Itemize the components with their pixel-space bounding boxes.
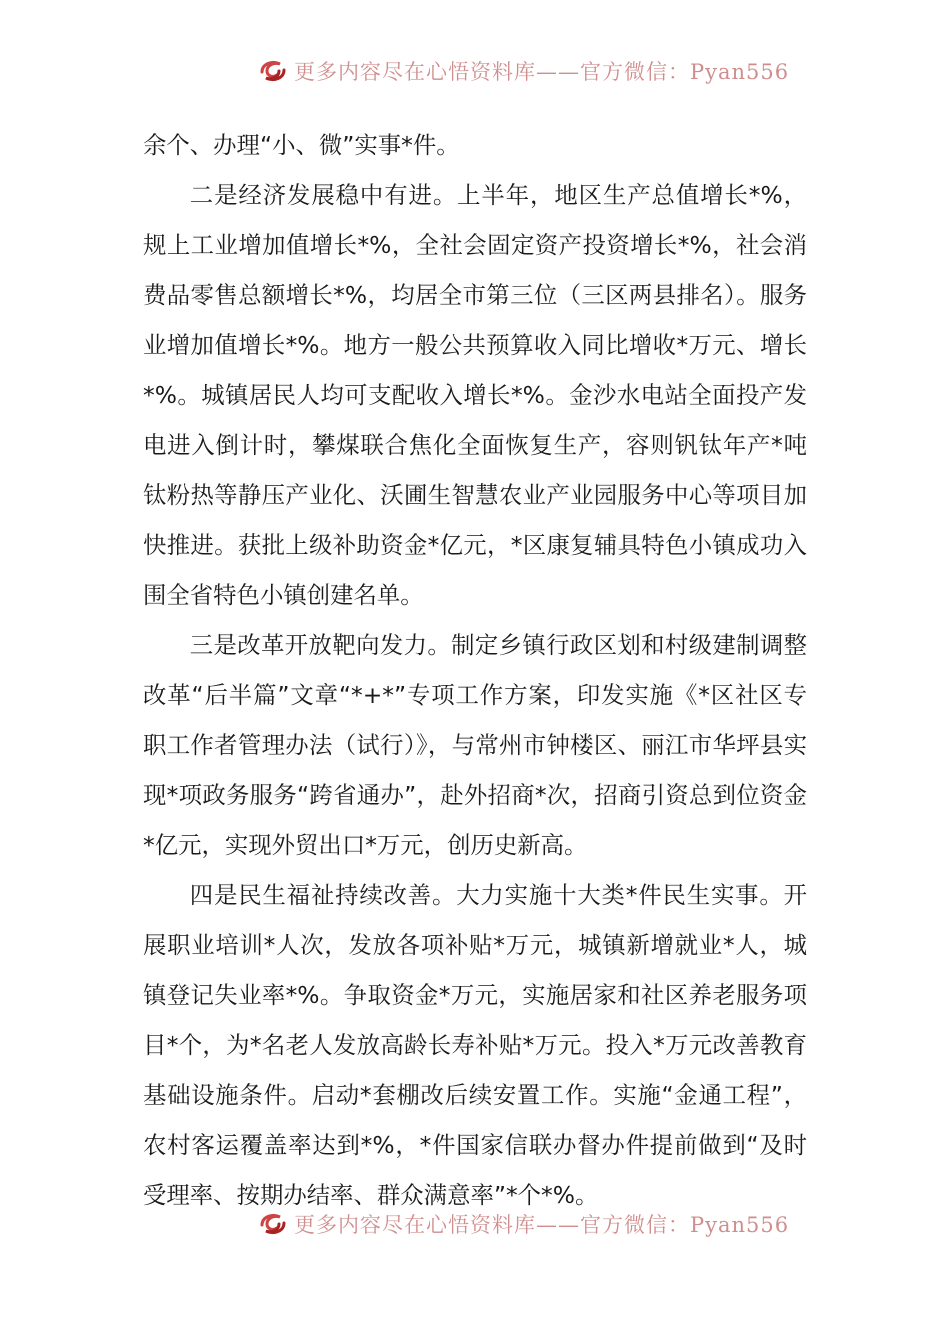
paragraph-continuation: 余个、办理“小、微”实事*件。 [143, 131, 460, 159]
paragraph-economy: 二是经济发展稳中有进。上半年，地区生产总值增长*%，规上工业增加值增长*%，全社会固定资产投资增长*%，社会消费品零售总额增长*%，均居全市第三位（三区两县排名）。服务业增加值增长*%。地方一般公共预算收入同比增收*万元、增长*%。城镇居民人均可支配收入增长*%。金沙水电站全面投产发电进入倒计时，攀煤联合焦化全面恢复生产，容则钒钛年产*吨钛粉热等静压产业化、沃圃生智慧农业产业园服务中心等项目加快推进。获批上级补助资金*亿元，*区康复辅具特色小镇成功入围全省特色小镇创建名单。 [143, 181, 807, 609]
swirl-logo-icon [258, 58, 288, 84]
watermark-header [0, 52, 950, 86]
watermark-footer [0, 1205, 950, 1239]
watermark-text: 更多内容尽在心悟资料库——官方微信：Pyan556 [294, 60, 790, 84]
watermark-text: 更多内容尽在心悟资料库——官方微信：Pyan556 [294, 1213, 790, 1237]
document-body [143, 120, 807, 1220]
paragraph-livelihood: 四是民生福祉持续改善。大力实施十大类*件民生实事。开展职业培训*人次，发放各项补贴*万元，城镇新增就业*人，城镇登记失业率*%。争取资金*万元，实施居家和社区养老服务项目*个，为*名老人发放高龄长寿补贴*万元。投入*万元改善教育基础设施条件。启动*套棚改后续安置工作。实施“金通工程”，农村客运覆盖率达到*%，*件国家信联办督办件提前做到“及时受理率、按期办结率、群众满意率”*个*%。 [143, 881, 807, 1209]
swirl-logo-icon [258, 1211, 288, 1237]
paragraph-reform: 三是改革开放靶向发力。制定乡镇行政区划和村级建制调整改革“后半篇”文章“*+*”专项工作方案，印发实施《*区社区专职工作者管理办法（试行）》，与常州市钟楼区、丽江市华坪县实现*项政务服务“跨省通办”，赴外招商*次，招商引资总到位资金*亿元，实现外贸出口*万元，创历史新高。 [143, 631, 807, 859]
